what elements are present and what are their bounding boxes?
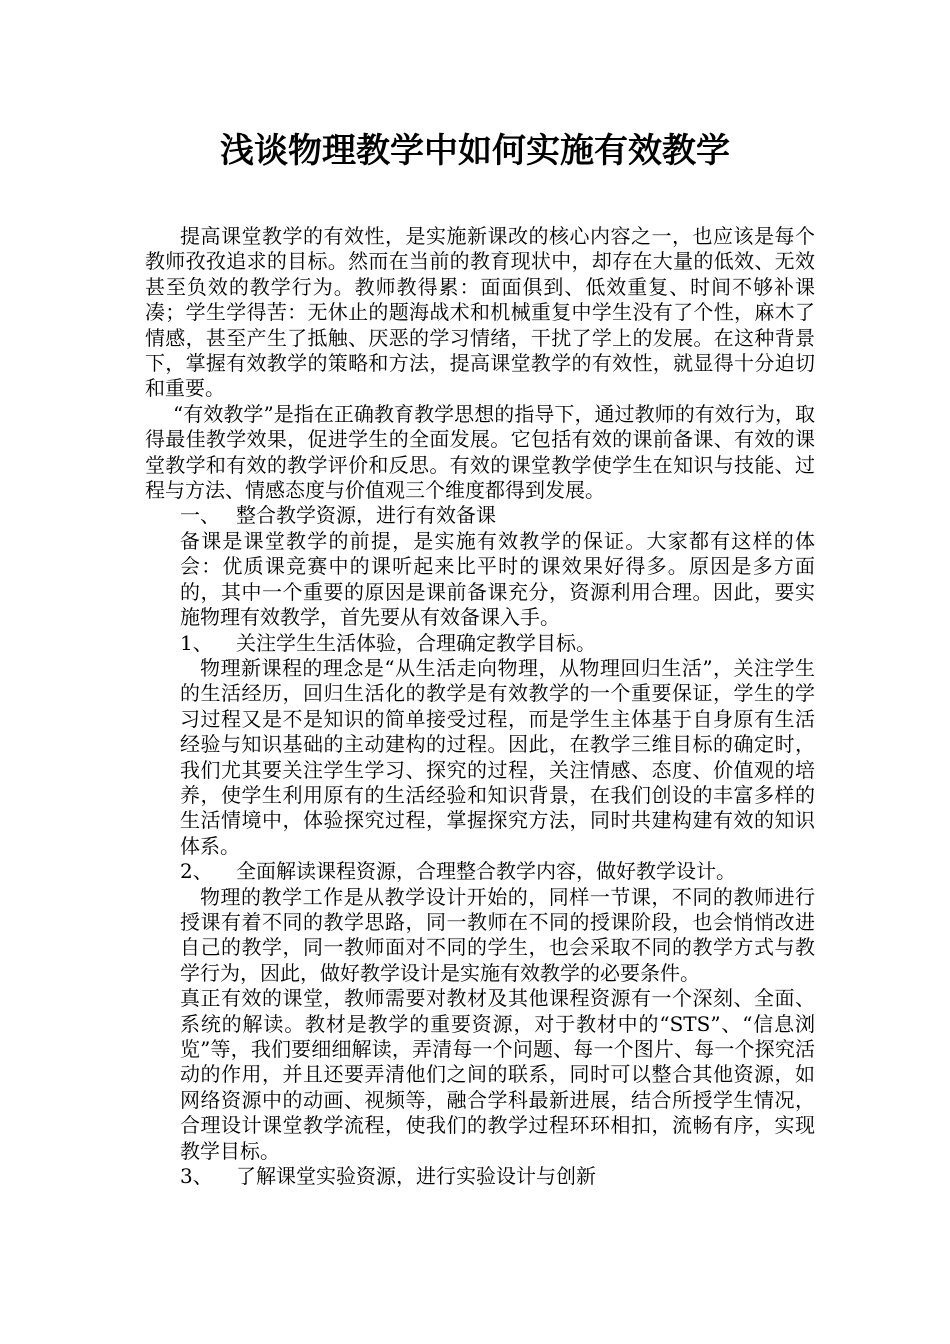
- subsection-number: 2、: [180, 859, 213, 884]
- paragraph-intro: 提高课堂教学的有效性，是实施新课改的核心内容之一，也应该是每个教师孜孜追求的目标。然而在当前的教育现状中，却存在大量的低效、无效甚至负效的教学行为。教师教得累：面面俱到、低效重复、时间不够补课凑；学生学得苦：无休止的题海战术和机械重复中学生没有了个性，麻木了情感，甚至产生了抵触、厌恶的学习情绪，干扰了学上的发展。在这种背景下，掌握有效教学的策略和方法，提高课堂教学的有效性，就显得十分迫切和重要。: [145, 224, 815, 401]
- subsection-heading-1: [145, 631, 815, 656]
- section-heading-text: 整合教学资源，进行有效备课: [236, 503, 496, 528]
- paragraph-curriculum-resources: 真正有效的课堂，教师需要对教材及其他课程资源有一个深刻、全面、系统的解读。教材是教学的重要资源，对于教材中的“STS”、“信息浏览”等，我们要细细解读，弄清每一个问题、每一个图片、每一个探究活动的作用，并且还要弄清他们之间的联系，同时可以整合其他资源，如网络资源中的动画、视频等，融合学科最新进展，结合所授学生情况，合理设计课堂教学流程，使我们的教学过程环环相扣，流畅有序，实现教学目标。: [180, 986, 815, 1163]
- document-body: [145, 224, 815, 1189]
- section-heading-1: [145, 503, 815, 528]
- subsection-number: 3、: [180, 1164, 213, 1189]
- subsection-heading-text: 了解课堂实验资源，进行实验设计与创新: [236, 1164, 596, 1189]
- paragraph-definition: “有效教学”是指在正确教育教学思想的指导下，通过教师的有效行为，取得最佳教学效果，促进学生的全面发展。它包括有效的课前备课、有效的课堂教学和有效的教学评价和反思。有效的课堂教学使学生在知识与技能、过程与方法、情感态度与价值观三个维度都得到发展。: [145, 401, 815, 503]
- paragraph-preparation: 备课是课堂教学的前提，是实施有效教学的保证。大家都有这样的体会：优质课竞赛中的课听起来比平时的课效果好得多。原因是多方面的，其中一个重要的原因是课前备课充分，资源利用合理。因此，要实施物理有效教学，首先要从有效备课入手。: [180, 528, 815, 630]
- subsection-heading-text: 全面解读课程资源，合理整合教学内容，做好教学设计。: [236, 859, 736, 884]
- document-title: 浅谈物理教学中如何实施有效教学: [220, 131, 730, 171]
- paragraph-teaching-design: 物理的教学工作是从教学设计开始的，同样一节课，不同的教师进行授课有着不同的教学思路，同一教师在不同的授课阶段，也会悄悄改进自己的教学，同一教师面对不同的学生，也会采取不同的教学方式与教学行为，因此，做好教学设计是实施有效教学的必要条件。: [180, 884, 815, 985]
- subsection-number: 1、: [180, 630, 213, 655]
- paragraph-life-experience: 物理新课程的理念是“从生活走向物理，从物理回归生活”，关注学生的生活经历，回归生活化的教学是有效教学的一个重要保证，学生的学习过程又是不是知识的简单接受过程，而是学生主体基于自身原有生活经验与知识基础的主动建构的过程。因此，在教学三维目标的确定时，我们尤其要关注学生学习、探究的过程，关注情感、态度、价值观的培养，使学生利用原有的生活经验和知识背景，在我们创设的丰富多样的生活情境中，体验探究过程，掌握探究方法，同时共建构建有效的知识体系。: [180, 655, 815, 858]
- subsection-heading-text: 关注学生生活体验，合理确定教学目标。: [236, 630, 596, 655]
- subsection-heading-2: [145, 859, 815, 884]
- subsection-heading-3: [145, 1164, 815, 1189]
- section-number: 一、: [180, 503, 220, 528]
